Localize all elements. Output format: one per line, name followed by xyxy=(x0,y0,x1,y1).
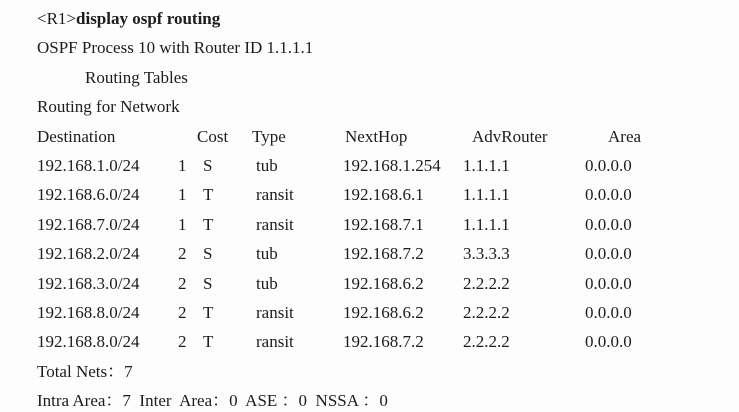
cli-prompt: <R1> xyxy=(37,9,77,28)
cell-nexthop: 192.168.7.2 xyxy=(343,332,424,352)
cell-type-initial: T xyxy=(203,214,214,234)
cell-destination: 192.168.2.0/24 xyxy=(37,244,140,264)
cell-area: 0.0.0.0 xyxy=(585,302,632,322)
cell-advrouter: 1.1.1.1 xyxy=(463,185,510,205)
cell-cost: 2 xyxy=(178,273,187,293)
table-header-row xyxy=(0,122,739,151)
cell-area: 0.0.0.0 xyxy=(585,244,632,264)
cell-area: 0.0.0.0 xyxy=(585,214,632,234)
header-type: Type xyxy=(252,126,286,146)
cell-type-rest: ransit xyxy=(256,302,294,322)
cell-destination: 192.168.8.0/24 xyxy=(37,302,140,322)
header-advrouter: AdvRouter xyxy=(472,126,548,146)
cell-destination: 192.168.1.0/24 xyxy=(37,155,140,175)
cell-type-rest: ransit xyxy=(256,185,294,205)
cell-nexthop: 192.168.1.254 xyxy=(343,155,441,175)
cell-destination: 192.168.7.0/24 xyxy=(37,214,140,234)
cell-advrouter: 2.2.2.2 xyxy=(463,332,510,352)
cell-type-initial: S xyxy=(203,273,213,293)
ospf-process-line: OSPF Process 10 with Router ID 1.1.1.1 xyxy=(37,38,314,58)
routing-tables-line: Routing Tables xyxy=(85,67,188,87)
cell-type-initial: S xyxy=(203,155,213,175)
cell-nexthop: 192.168.7.1 xyxy=(343,214,424,234)
route-row xyxy=(0,269,739,298)
cell-destination: 192.168.3.0/24 xyxy=(37,273,140,293)
cell-cost: 1 xyxy=(178,185,187,205)
cli-prompt-line xyxy=(0,4,739,33)
cell-nexthop: 192.168.6.2 xyxy=(343,302,424,322)
routing-for-network-line: Routing for Network xyxy=(37,97,180,117)
route-row xyxy=(0,298,739,327)
route-row xyxy=(0,327,739,356)
cell-cost: 1 xyxy=(178,214,187,234)
cell-type-initial: T xyxy=(203,332,214,352)
area-summary-line: Intra Area：7 Inter Area：0 ASE ：0 NSSA ：0 xyxy=(37,391,388,411)
cell-destination: 192.168.6.0/24 xyxy=(37,185,140,205)
cell-nexthop: 192.168.6.2 xyxy=(343,273,424,293)
header-nexthop: NextHop xyxy=(345,126,408,146)
header-cost: Cost xyxy=(197,126,229,146)
cell-area: 0.0.0.0 xyxy=(585,273,632,293)
cell-destination: 192.168.8.0/24 xyxy=(37,332,140,352)
header-destination: Destination xyxy=(37,126,116,146)
cell-area: 0.0.0.0 xyxy=(585,332,632,352)
cell-type-initial: T xyxy=(203,302,214,322)
route-row xyxy=(0,239,739,268)
cell-cost: 1 xyxy=(178,155,187,175)
cell-advrouter: 2.2.2.2 xyxy=(463,302,510,322)
cell-type-rest: tub xyxy=(256,244,278,264)
cell-area: 0.0.0.0 xyxy=(585,155,632,175)
route-row xyxy=(0,210,739,239)
cell-nexthop: 192.168.6.1 xyxy=(343,185,424,205)
cell-cost: 2 xyxy=(178,302,187,322)
header-area: Area xyxy=(608,126,642,146)
cell-advrouter: 1.1.1.1 xyxy=(463,214,510,234)
cell-type-rest: ransit xyxy=(256,214,294,234)
cell-nexthop: 192.168.7.2 xyxy=(343,244,424,264)
cell-type-rest: tub xyxy=(256,273,278,293)
route-row xyxy=(0,151,739,180)
cell-cost: 2 xyxy=(178,332,187,352)
cell-type-rest: tub xyxy=(256,155,278,175)
cell-type-initial: T xyxy=(203,185,214,205)
route-row xyxy=(0,180,739,209)
cell-advrouter: 1.1.1.1 xyxy=(463,155,510,175)
cell-type-initial: S xyxy=(203,244,213,264)
cli-command: display ospf routing xyxy=(76,9,221,28)
cell-type-rest: ransit xyxy=(256,332,294,352)
cell-advrouter: 3.3.3.3 xyxy=(463,244,510,264)
cell-advrouter: 2.2.2.2 xyxy=(463,273,510,293)
cell-area: 0.0.0.0 xyxy=(585,185,632,205)
cell-cost: 2 xyxy=(178,244,187,264)
total-nets-line: Total Nets：7 xyxy=(37,361,133,381)
